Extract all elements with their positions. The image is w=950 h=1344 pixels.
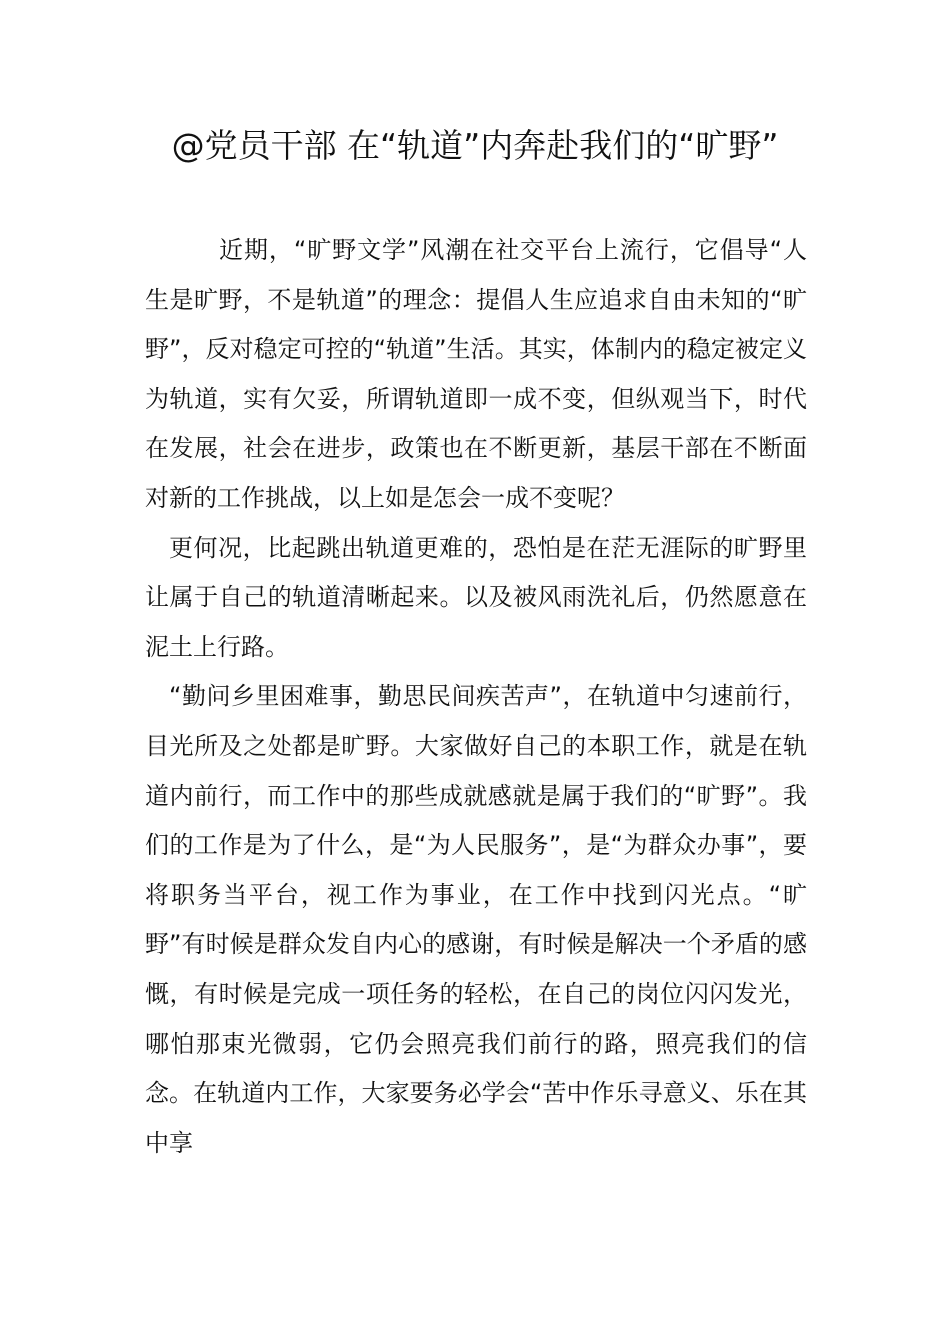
paragraph-3: “勤问乡里困难事，勤思民间疾苦声”，在轨道中匀速前行，目光所及之处都是旷野。大家做好自己的本职工作，就是在轨道内前行，而工作中的那些成就感就是属于我们的“旷野”。我们的工作是为了什么，是“为人民服务”，是“为群众办事”，要将职务当平台，视工作为事业，在工作中找到闪光点。“旷野”有时候是群众发自内心的感谢，有时候是解决一个矛盾的感慨，有时候是完成一项任务的轻松，在自己的岗位闪闪发光，哪怕那束光微弱，它仍会照亮我们前行的路，照亮我们的信念。在轨道内工作，大家要务必学会“苦中作乐寻意义、乐在其中享 xyxy=(145,682,807,1157)
document-body xyxy=(145,226,807,1168)
paragraph-1: 近期，“旷野文学”风潮在社交平台上流行，它倡导“人生是旷野，不是轨道”的理念：提倡人生应追求自由未知的“旷野”，反对稳定可控的“轨道”生活。其实，体制内的稳定被定义为轨道，实有欠妥，所谓轨道即一成不变，但纵观当下，时代在发展，社会在进步，政策也在不断更新，基层干部在不断面对新的工作挑战，以上如是怎会一成不变呢？ xyxy=(145,236,807,512)
document-title: @党员干部 在“轨道”内奔赴我们的“旷野” xyxy=(171,126,779,165)
paragraph-2: 更何况，比起跳出轨道更难的，恐怕是在茫无涯际的旷野里让属于自己的轨道清晰起来。以及被风雨洗礼后，仍然愿意在泥土上行路。 xyxy=(145,533,807,661)
